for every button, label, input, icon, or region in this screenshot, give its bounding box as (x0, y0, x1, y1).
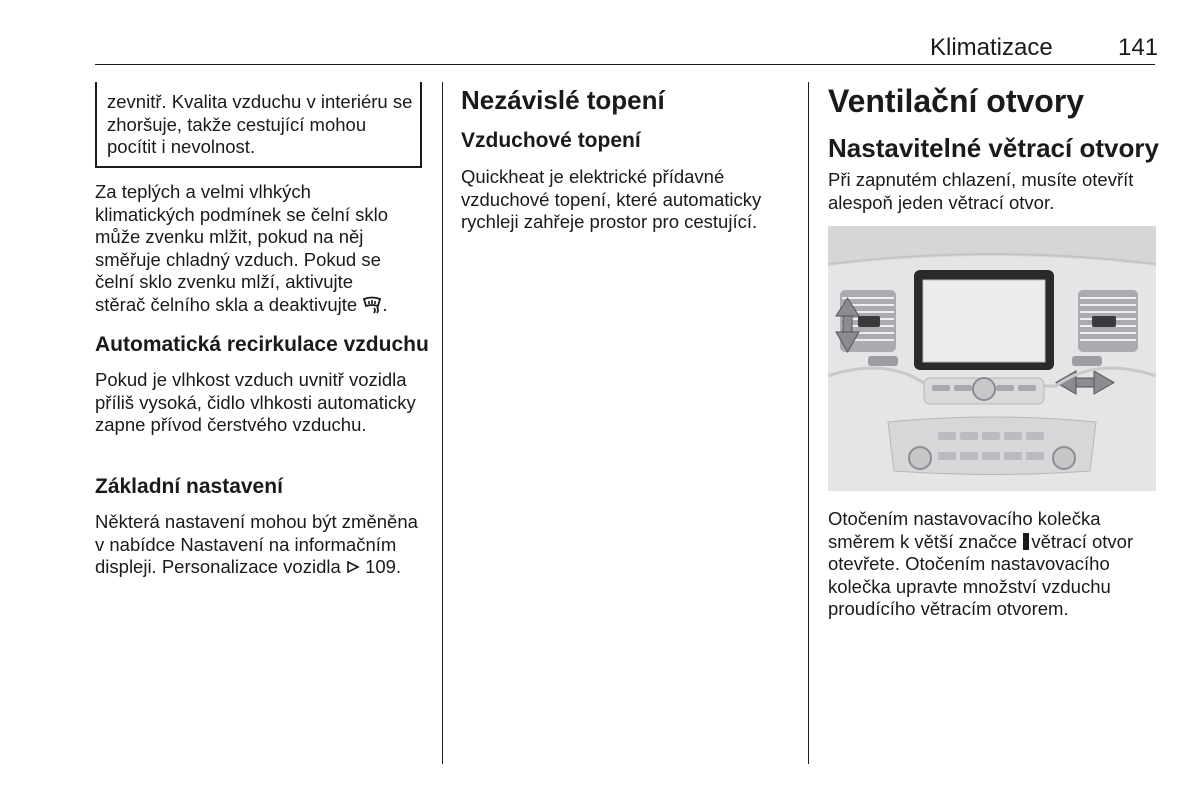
vents-paragraph-2 (828, 508, 1163, 621)
basic-settings-paragraph (95, 511, 425, 579)
windshield-airflow-icon (362, 294, 382, 315)
column-divider-1 (442, 82, 443, 764)
vent-open-marker-icon (1023, 533, 1029, 550)
heading-basic-settings: Základní nastavení (95, 475, 283, 498)
para-line: směřuje chladný vzduch. Pokud se (95, 248, 381, 270)
page-number: 141 (1118, 34, 1159, 61)
page-reference-arrow-icon (346, 556, 360, 577)
subheading-air-heating: Vzduchové topení (461, 129, 641, 152)
heading-independent-heating: Nezávislé topení (461, 85, 665, 115)
heading-auto-recirculation: Automatická recirkulace vzduchu (95, 333, 429, 356)
quickheat-paragraph: Quickheat je elektrické přídavné vzduchové topení, které automaticky rychleji zahřeje prostor pro cestující. (461, 166, 762, 232)
column-divider-2 (808, 82, 809, 764)
basic-settings-text: Některá nastavení mohou být změněna v nabídce Nastavení na informačním displeji. Personalizace vozidla (95, 511, 418, 577)
warning-note-box (95, 82, 422, 168)
page-reference-link[interactable]: 109. (365, 556, 402, 577)
para-line: klimatických podmínek se čelní sklo (95, 203, 389, 225)
dashboard-air-vents-illustration (828, 226, 1156, 491)
vents-paragraph-2-start: Otočením nastavovacího kolečka směrem k větší značce (828, 508, 1101, 552)
heading-vents: Ventilační otvory (828, 83, 1085, 119)
header-rule (95, 64, 1155, 65)
para-line-text: stěrač čelního skla a deaktivujte (95, 293, 358, 315)
warning-note-text: zevnitř. Kvalita vzduchu v interiéru se zhoršuje, takže cestující mohou pocítit i nevolnost. (107, 91, 413, 157)
para-line: může zvenku mlžit, pokud na něj (95, 226, 364, 247)
running-header-title: Klimatizace (930, 34, 1053, 61)
recirculation-paragraph: Pokud je vlhkost vzduch uvnitř vozidla příliš vysoká, čidlo vlhkosti automaticky zapne přívod čerstvého vzduchu. (95, 369, 416, 435)
para-line: stěrač čelního skla a deaktivujte . (95, 293, 388, 315)
vents-paragraph-2-end: větrací otvor otevřete. Otočením nastavovacího kolečka upravte množství vzduchu proudícího větracím otvorem. (828, 530, 1134, 619)
vents-paragraph-1: Při zapnutém chlazení, musíte otevřít alespoň jeden větrací otvor. (828, 169, 1134, 213)
para-line: Za teplých a velmi vlhkých (95, 181, 311, 202)
humidity-paragraph (95, 181, 425, 316)
subheading-adjustable-vents: Nastavitelné větrací otvory (828, 133, 1159, 163)
para-line: čelní sklo zvenku mlží, aktivujte (95, 271, 354, 292)
